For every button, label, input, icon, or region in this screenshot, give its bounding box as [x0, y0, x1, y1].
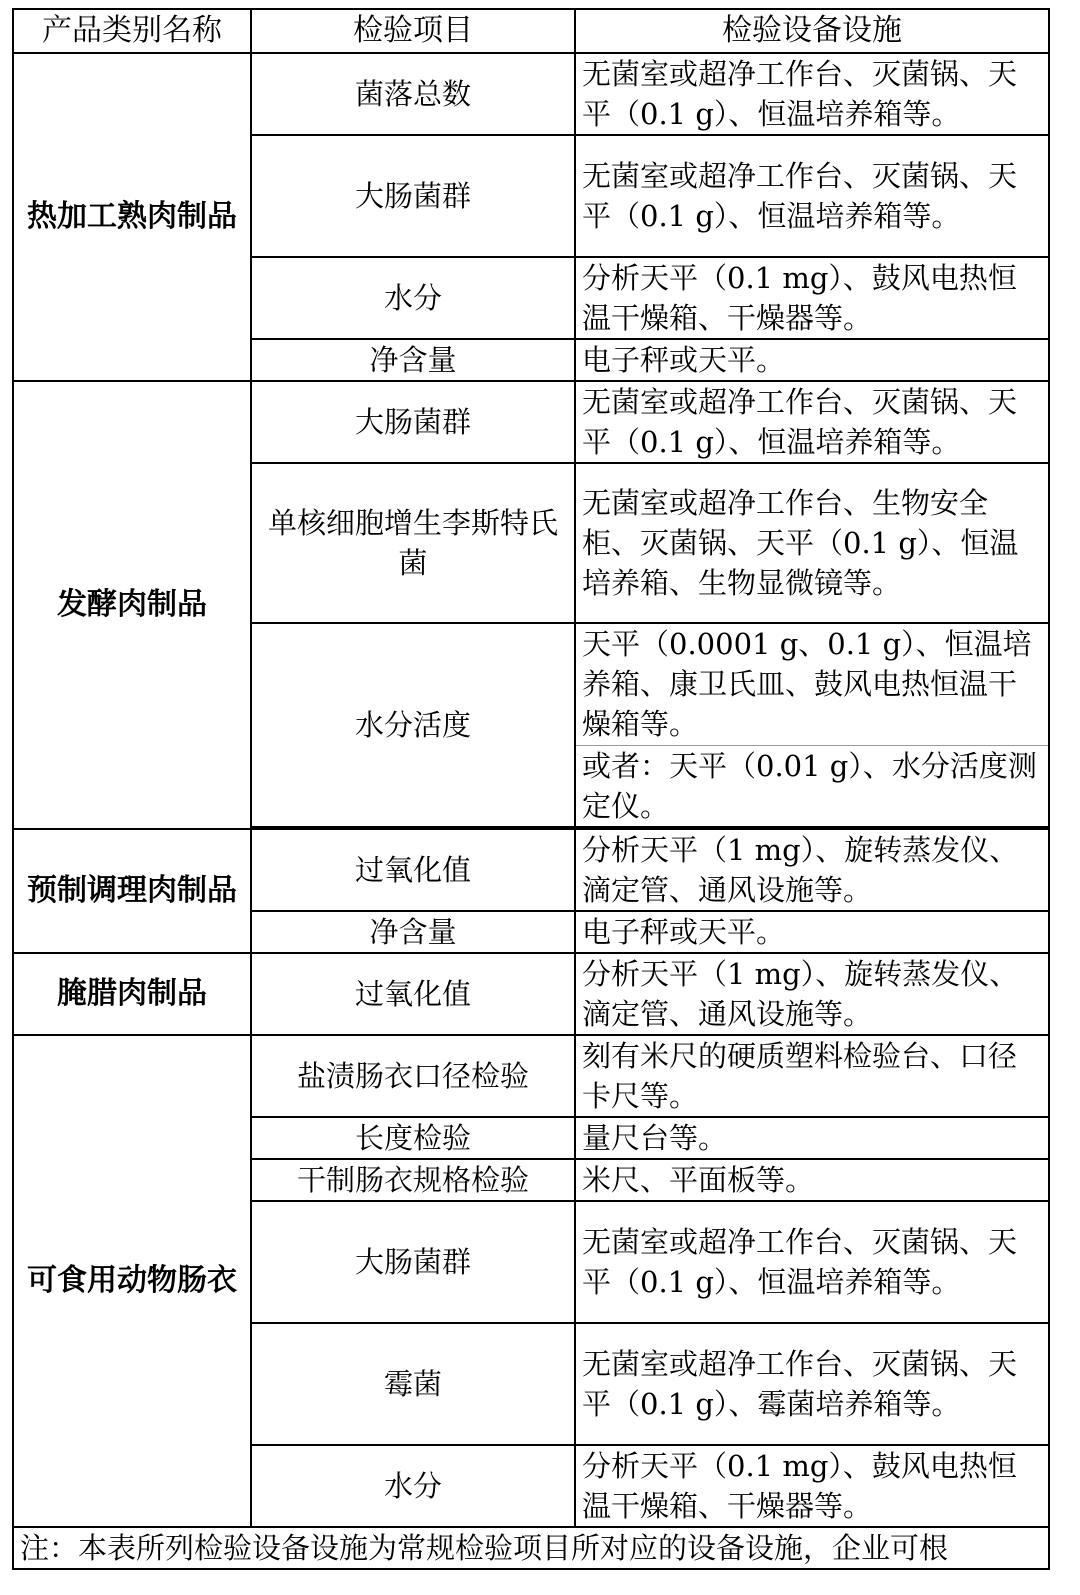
item-cell: 大肠菌群: [251, 381, 575, 463]
equipment-cell: 分析天平（1 mg）、旋转蒸发仪、滴定管、通风设施等。: [575, 829, 1049, 911]
category-cell: 预制调理肉制品: [13, 829, 251, 953]
table-row: [13, 381, 1049, 463]
table-row: [13, 1035, 1049, 1117]
equipment-cell: 分析天平（1 mg）、旋转蒸发仪、滴定管、通风设施等。: [575, 953, 1049, 1035]
equipment-cell: 分析天平（0.1 mg）、鼓风电热恒温干燥箱、干燥器等。: [575, 257, 1049, 339]
equipment-cell: 分析天平（0.1 mg）、鼓风电热恒温干燥箱、干燥器等。: [575, 1445, 1049, 1527]
table-row: [13, 953, 1049, 1035]
equipment-cell: 刻有米尺的硬质塑料检验台、口径卡尺等。: [575, 1035, 1049, 1117]
header-category: 产品类别名称: [13, 9, 251, 53]
item-cell: 长度检验: [251, 1117, 575, 1159]
category-cell: 发酵肉制品: [13, 381, 251, 829]
equipment-cell: 天平（0.0001 g、0.1 g）、恒温培养箱、康卫氏皿、鼓风电热恒温干燥箱等。: [575, 623, 1049, 745]
item-cell: 净含量: [251, 339, 575, 381]
inspection-equipment-table: [12, 8, 1050, 1570]
equipment-cell: 无菌室或超净工作台、灭菌锅、天平（0.1 g）、恒温培养箱等。: [575, 135, 1049, 257]
equipment-cell: 无菌室或超净工作台、灭菌锅、天平（0.1 g）、恒温培养箱等。: [575, 1201, 1049, 1323]
item-cell: 净含量: [251, 911, 575, 953]
table-row: [13, 829, 1049, 911]
header-item: 检验项目: [251, 9, 575, 53]
item-cell: 单核细胞增生李斯特氏菌: [251, 463, 575, 623]
equipment-cell: 电子秤或天平。: [575, 911, 1049, 953]
category-cell: 可食用动物肠衣: [13, 1035, 251, 1527]
item-cell: 菌落总数: [251, 53, 575, 135]
equipment-cell: 米尺、平面板等。: [575, 1159, 1049, 1201]
item-cell: 水分活度: [251, 623, 575, 827]
equipment-cell: 无菌室或超净工作台、生物安全柜、灭菌锅、天平（0.1 g）、恒温培养箱、生物显微镜等。: [575, 463, 1049, 623]
item-cell: 水分: [251, 257, 575, 339]
item-cell: 霉菌: [251, 1323, 575, 1445]
note-row: [13, 1527, 1049, 1569]
equipment-cell: 无菌室或超净工作台、灭菌锅、天平（0.1 g）、霉菌培养箱等。: [575, 1323, 1049, 1445]
item-cell: 大肠菌群: [251, 1201, 575, 1323]
category-cell: 热加工熟肉制品: [13, 53, 251, 381]
category-cell: 腌腊肉制品: [13, 953, 251, 1035]
header-equipment: 检验设备设施: [575, 9, 1049, 53]
item-cell: 盐渍肠衣口径检验: [251, 1035, 575, 1117]
table-header-row: [13, 9, 1049, 53]
item-cell: 水分: [251, 1445, 575, 1527]
equipment-cell: 量尺台等。: [575, 1117, 1049, 1159]
table-row: [13, 53, 1049, 135]
equipment-cell-alt: 或者：天平（0.01 g）、水分活度测定仪。: [575, 745, 1049, 827]
equipment-cell: 电子秤或天平。: [575, 339, 1049, 381]
equipment-cell: 无菌室或超净工作台、灭菌锅、天平（0.1 g）、恒温培养箱等。: [575, 381, 1049, 463]
item-cell: 干制肠衣规格检验: [251, 1159, 575, 1201]
equipment-cell: 无菌室或超净工作台、灭菌锅、天平（0.1 g）、恒温培养箱等。: [575, 53, 1049, 135]
item-cell: 过氧化值: [251, 953, 575, 1035]
item-cell: 过氧化值: [251, 829, 575, 911]
table-note: 注：本表所列检验设备设施为常规检验项目所对应的设备设施，企业可根: [13, 1527, 1049, 1569]
document-page: [12, 8, 1048, 1570]
item-cell: 大肠菌群: [251, 135, 575, 257]
